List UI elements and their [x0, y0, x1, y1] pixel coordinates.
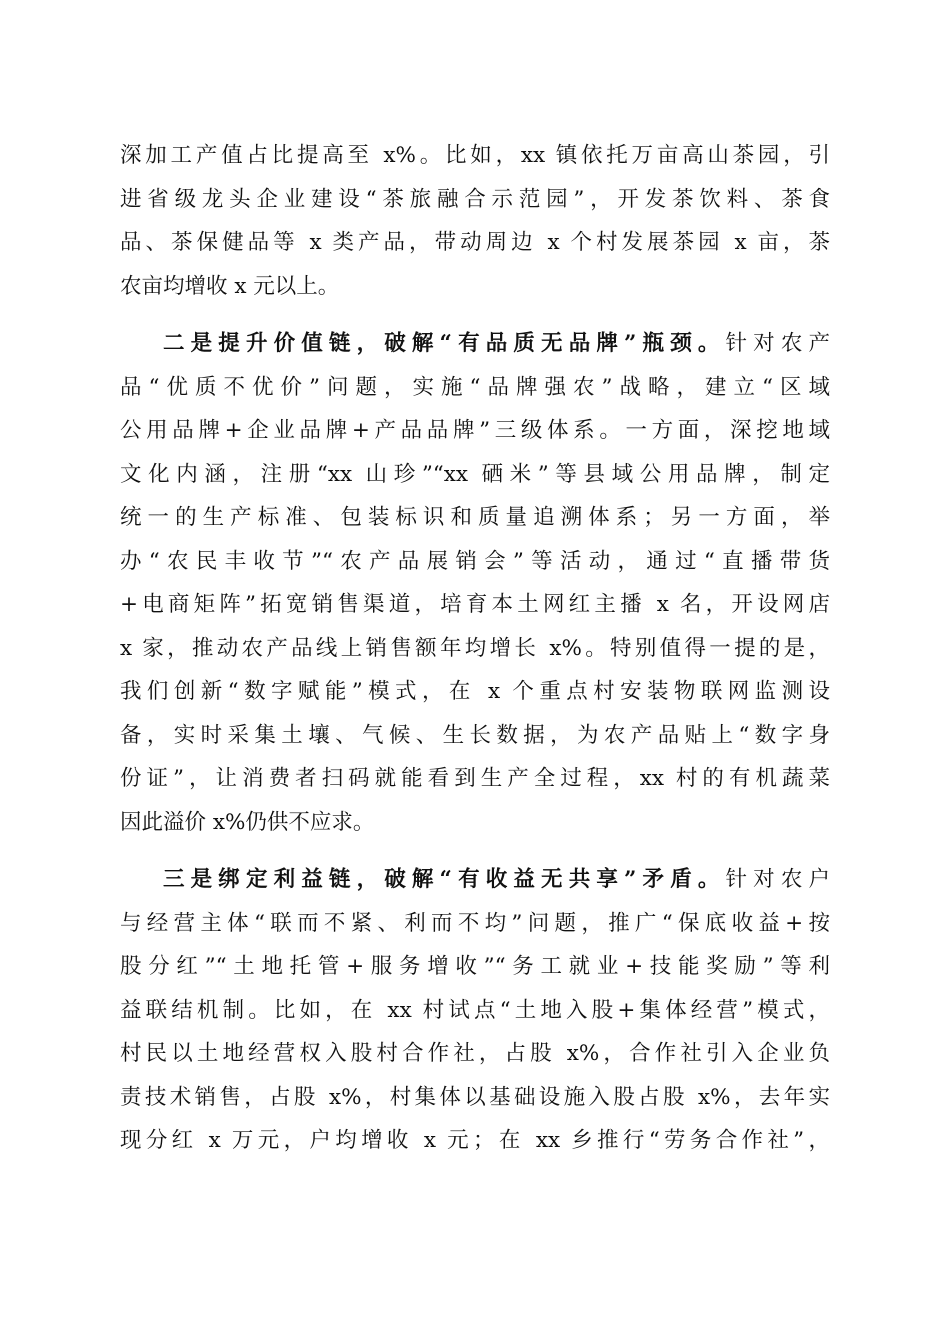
text-line: 村民以土地经营权入股村合作社，占股 x%，合作社引入企业负: [120, 1041, 830, 1066]
text-line: 份证”，让消费者扫码就能看到生产全过程，xx 村的有机蔬菜: [120, 766, 830, 791]
text-line: x 家，推动农产品线上销售额年均增长 x%。特别值得一提的是，: [120, 635, 830, 661]
paragraph-continuation: [120, 134, 830, 308]
document-page: [120, 134, 830, 1177]
text-run: 针对农产: [725, 331, 830, 356]
text-line: 品、茶保健品等 x 类产品，带动周边 x 个村发展茶园 x 亩，茶: [120, 230, 830, 255]
paragraph-value-chain: [120, 322, 830, 844]
text-line: 责技术销售，占股 x%，村集体以基础设施入股占股 x%，去年实: [120, 1084, 830, 1110]
paragraph-benefit-chain: [120, 858, 830, 1163]
text-line: 进省级龙头企业建设“茶旅融合示范园”，开发茶饮料、茶食: [120, 186, 830, 212]
paragraph-first-line: [120, 858, 830, 902]
text-line: 文化内涵，注册“xx 山珍”“xx 硒米”等县域公用品牌，制定: [120, 461, 830, 487]
text-line: 统一的生产标准、包装标识和质量追溯体系；另一方面，举: [120, 505, 830, 530]
text-line: 股分红”“土地托管+服务增收”“务工就业+技能奖励”等利: [120, 954, 830, 979]
text-line: 我们创新“数字赋能”模式，在 x 个重点村安装物联网监测设: [120, 679, 830, 704]
text-line: +电商矩阵”拓宽销售渠道，培育本土网红主播 x 名，开设网店: [120, 592, 830, 617]
paragraph-lead-heading: 三是绑定利益链，破解“有收益无共享”矛盾。: [163, 867, 726, 892]
text-line: 办“农民丰收节”“农产品展销会”等活动，通过“直播带货: [120, 548, 830, 574]
text-line: 现分红 x 万元，户均增收 x 元；在 xx 乡推行“劳务合作社”，: [120, 1128, 830, 1153]
paragraph-first-line: [120, 322, 830, 366]
text-line: 农亩均增收 x 元以上。: [120, 273, 340, 299]
text-line: 因此溢价 x%仍供不应求。: [120, 809, 375, 835]
text-line: 益联结机制。比如，在 xx 村试点“土地入股+集体经营”模式，: [120, 997, 830, 1023]
text-line: 公用品牌+企业品牌+产品品牌”三级体系。一方面，深挖地域: [120, 418, 830, 443]
text-line: 品“优质不优价”问题，实施“品牌强农”战略，建立“区域: [120, 374, 830, 400]
text-run: 针对农户: [725, 867, 830, 892]
paragraph-lead-heading: 二是提升价值链，破解“有品质无品牌”瓶颈。: [163, 331, 726, 356]
text-line: 备，实时采集土壤、气候、生长数据，为农产品贴上“数字身: [120, 722, 830, 748]
text-line: 深加工产值占比提高至 x%。比如，xx 镇依托万亩高山茶园，引: [120, 143, 830, 168]
text-line: 与经营主体“联而不紧、利而不均”问题，推广“保底收益+按: [120, 910, 830, 936]
